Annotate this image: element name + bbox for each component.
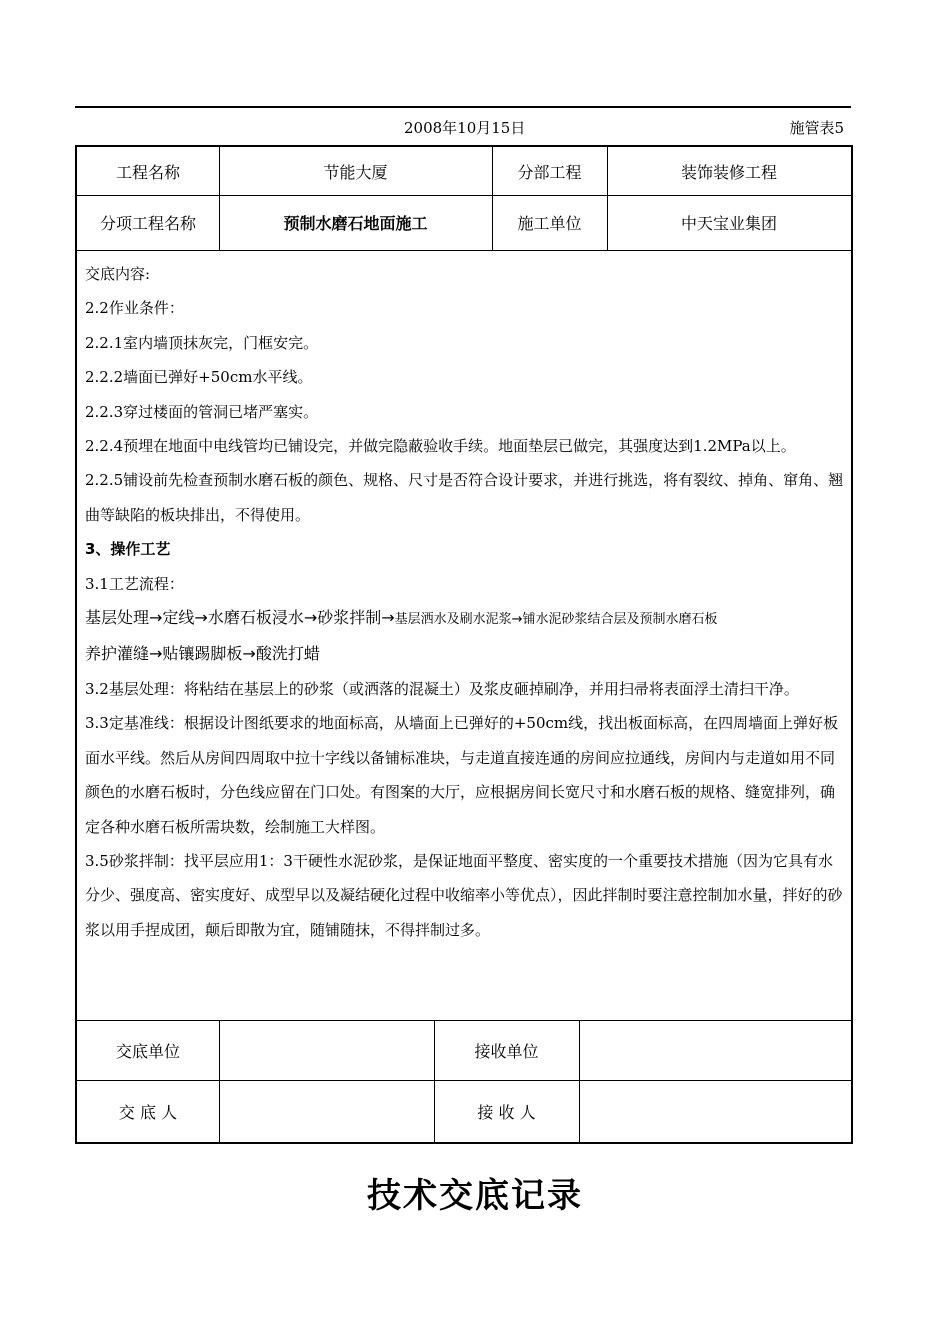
receiver-unit-label: 接收单位 [474,1041,539,1061]
division-value: 装饰装修工程 [680,162,777,182]
contractor-label: 施工单位 [517,214,582,233]
content-paragraph: 2.2作业条件： [85,299,184,318]
process-flow-detail: 基层洒水及刷水泥浆→铺水泥砂浆结合层及预制水磨石板 [394,612,718,628]
section-heading: 3、操作工艺 [85,540,171,559]
form-date: 2008年10月15日 [404,119,526,137]
content-paragraph: 3.1工艺流程： [85,574,184,593]
process-flow-main: 基层处理→定线→水磨石板浸水→砂浆拌制→ [85,608,395,628]
row-divider [77,250,851,251]
document-title: 技术交底记录 [367,1176,583,1216]
content-paragraph: 3.5砂浆拌制：找平层应用1：3干硬性水泥砂浆，是保证地面平整度、密实度的一个重要技术措施（因为它具有水分少、强度高、密实度好、成型早以及凝结硬化过程中收缩率小等优点），因此拌制时要注意控制加水量，拌好的砂浆以用手捏成团，颠后即散为宜，随铺随抹，不得拌制过多。 [85,851,843,939]
content-paragraph: 3.2基层处理：将粘结在基层上的砂浆（或洒落的混凝土）及浆皮砸掉刷净，并用扫帚将表面浮土清扫干净。 [85,679,799,698]
content-intro: 交底内容: [85,265,151,283]
receiver-unit-value [579,1020,851,1080]
content-paragraph: 3.3定基准线：根据设计图纸要求的地面标高，从墙面上已弹好的+50cm线，找出板面标高，在四周墙面上弹好板面水平线。然后从房间四周取中拉十字线以备铺标准块，与走道直接连通的房间应拉通线，房间内与走道如用不同颜色的水磨石板时，分色线应留在门口处。有图案的大厅，应根据房间长宽尺寸和水磨石板的规格、缝宽排列，确定各种水磨石板所需块数，绘制施工大样图。 [85,714,839,836]
handover-unit-label: 交底单位 [115,1041,180,1061]
process-flow-line: 养护灌缝→贴镶踢脚板→酸洗打蜡 [85,644,320,664]
content-paragraph: 2.2.5铺设前先检查预制水磨石板的颜色、规格、尺寸是否符合设计要求，并进行挑选，将有裂纹、掉角、窜角、翘曲等缺陷的板块排出，不得使用。 [85,471,844,524]
header-rule [75,106,851,108]
receiver-person-label: 接 收 人 [477,1102,536,1122]
handover-person-label: 交 底 人 [118,1102,178,1122]
process-flow-line [85,601,845,637]
content-paragraph: 2.2.3穿过楼面的管洞已堵严塞实。 [85,402,319,421]
handover-person-value [219,1080,434,1142]
content-paragraph: 2.2.2墙面已弹好+50cm水平线。 [85,368,313,387]
project-name-label: 工程名称 [115,162,180,182]
division-label: 分部工程 [517,162,582,182]
disclosure-form [75,145,853,1144]
handover-unit-value [219,1020,434,1080]
subitem-label: 分项工程名称 [99,214,196,233]
subitem-value: 预制水磨石地面施工 [283,214,428,233]
contractor-value: 中天宝业集团 [680,214,777,233]
content-paragraph: 2.2.1室内墙顶抹灰完，门框安完。 [85,333,319,352]
receiver-person-value [579,1080,851,1142]
project-name-value: 节能大厦 [323,162,388,182]
content-paragraph: 2.2.4预埋在地面中电线管均已铺设完，并做完隐蔽验收手续。地面垫层已做完，其强度达到1.2MPa以上。 [85,437,796,456]
disclosure-content [85,257,845,947]
form-number: 施管表5 [789,119,844,137]
